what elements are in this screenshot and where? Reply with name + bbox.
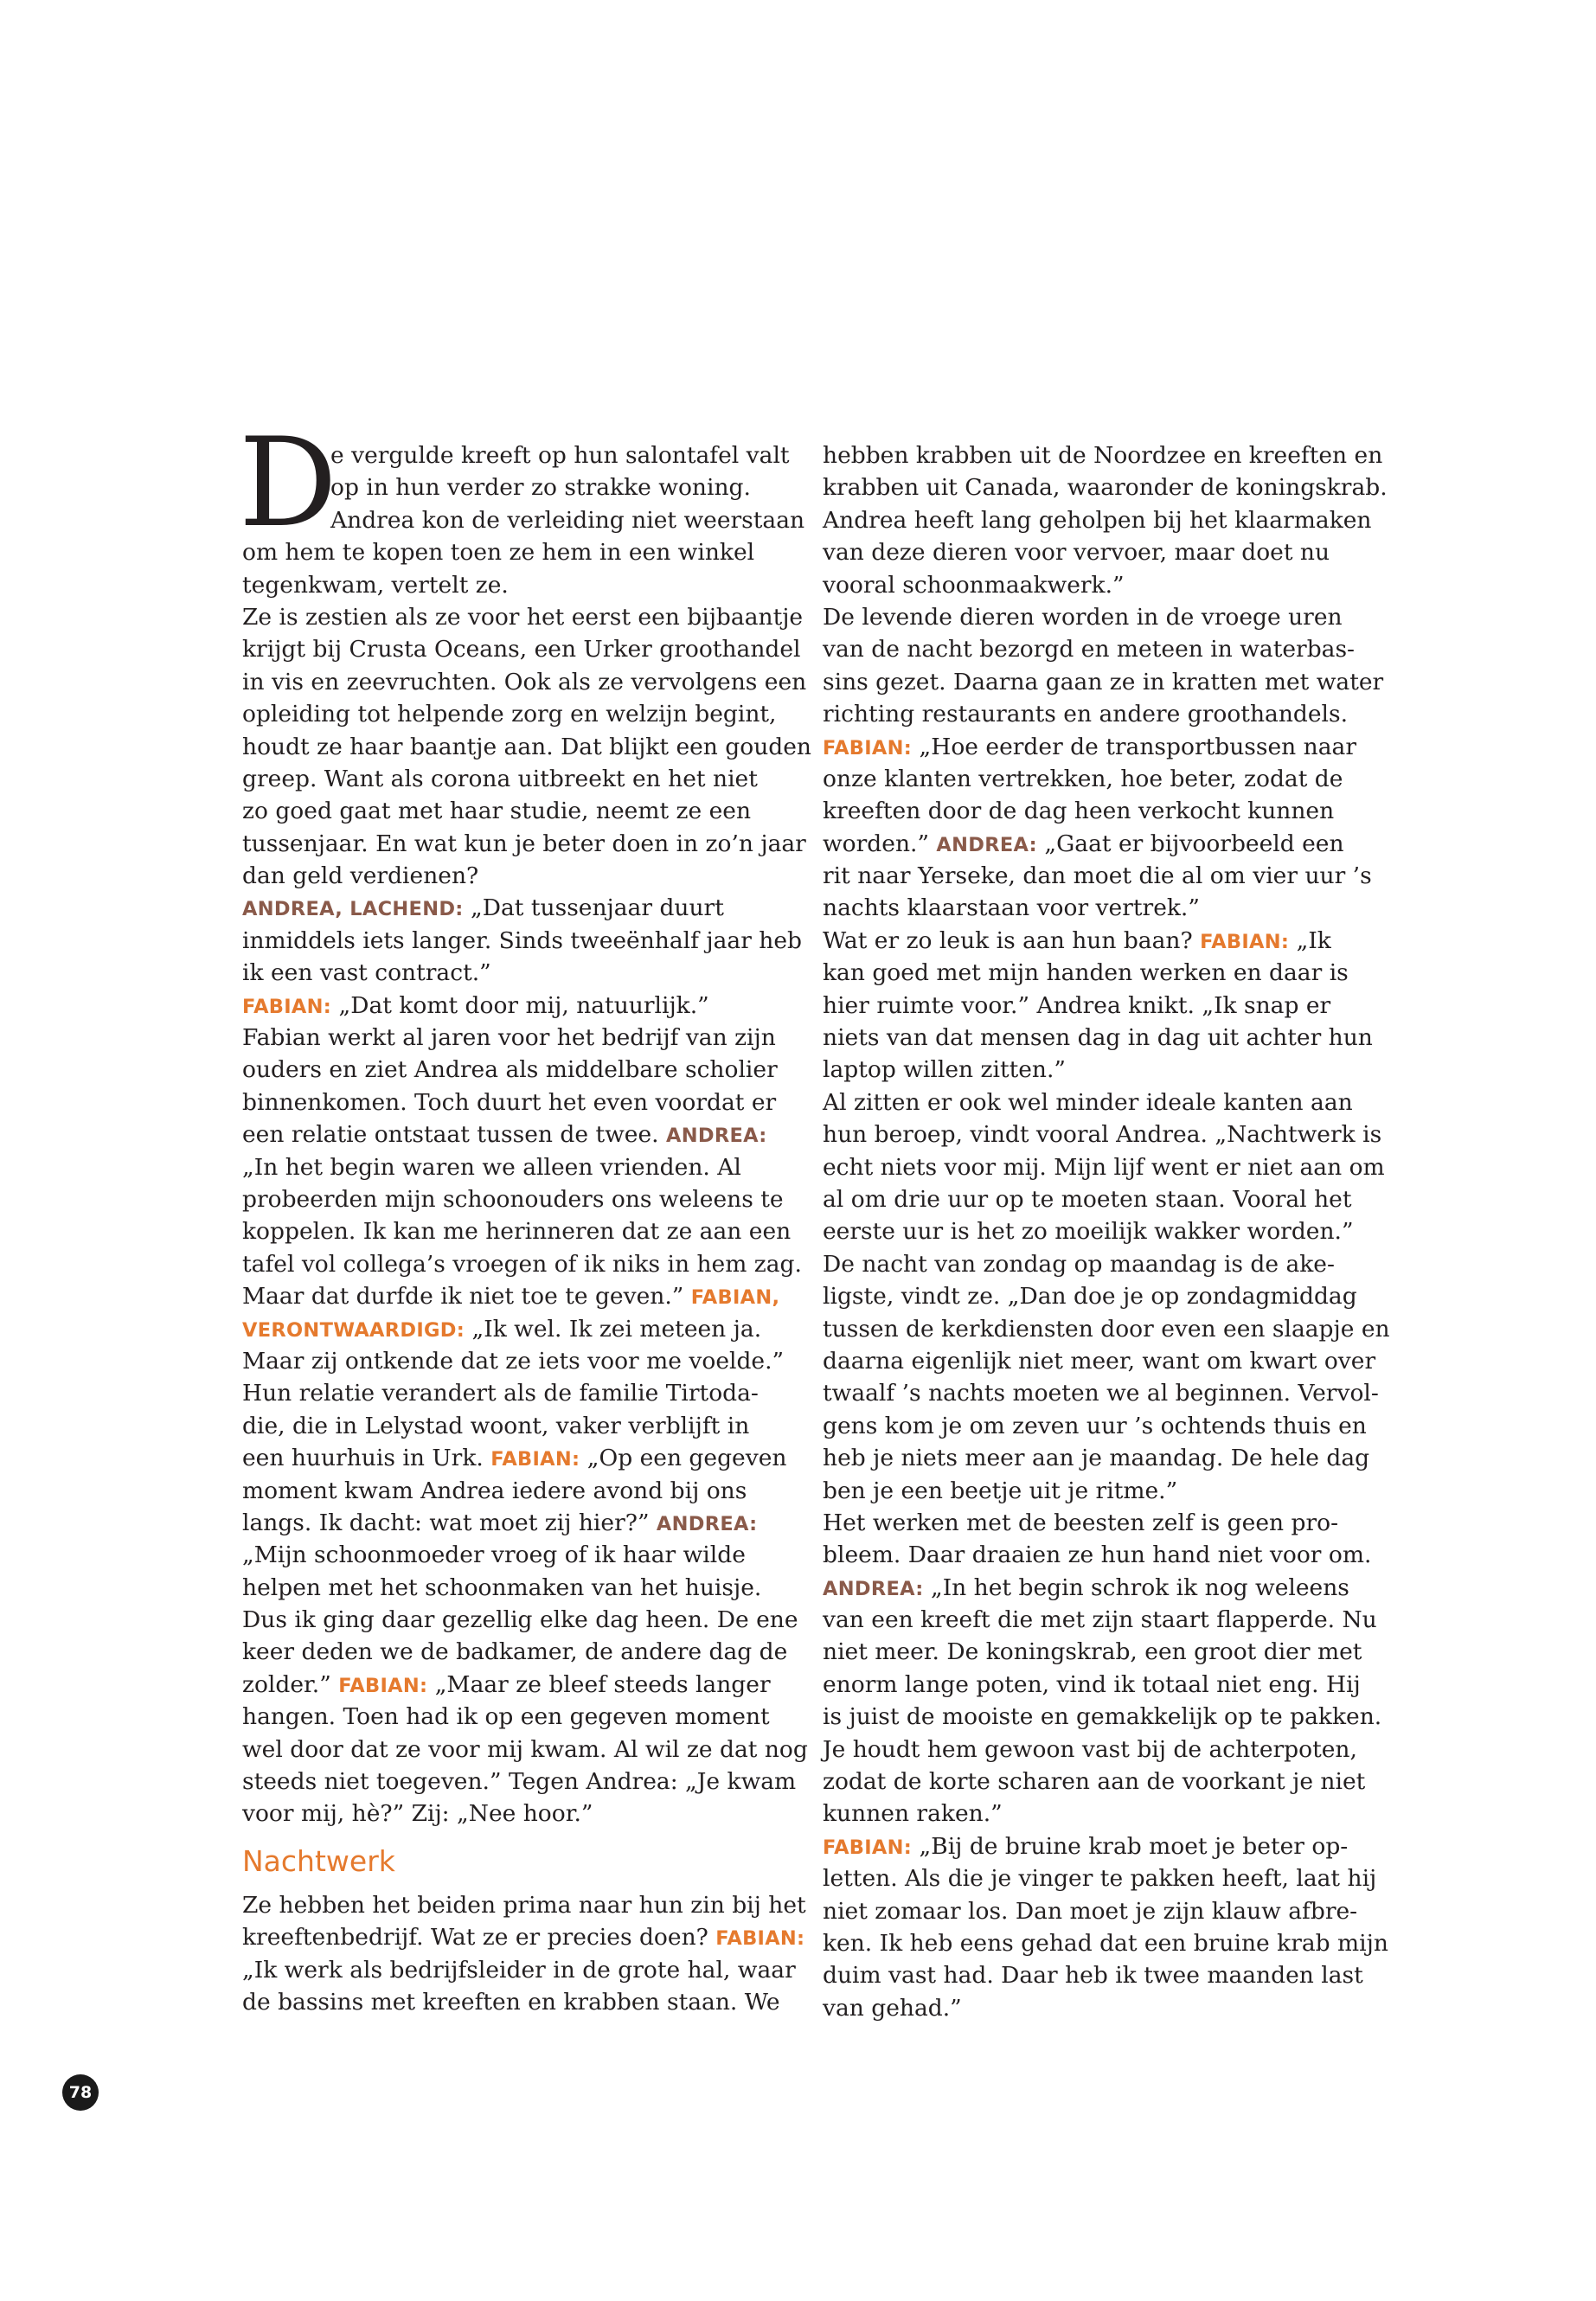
text-line <box>242 1701 798 1733</box>
text-line <box>242 1954 798 1986</box>
speaker-label: ANDREA: <box>656 1512 758 1535</box>
line-text: langs. Ik dacht: wat moet zij hier?” <box>242 1509 657 1536</box>
speaker-label: ANDREA, LACHEND: <box>242 898 464 921</box>
line-text: Hun relatie verandert als de familie Tirtoda- <box>242 1380 759 1407</box>
text-line <box>242 1636 798 1668</box>
speaker-label: VERONTWAARDIGD: <box>242 1318 465 1342</box>
text-line <box>242 1442 798 1474</box>
line-text: dan geld verdienen? <box>242 862 479 890</box>
line-text: vooral schoonmaakwerk.” <box>823 571 1125 599</box>
line-text: Andrea kon de verleiding niet weerstaan <box>330 506 805 534</box>
text-line <box>242 1410 798 1442</box>
text-line <box>242 1022 798 1054</box>
text-line <box>242 1215 798 1247</box>
text-line <box>242 1086 798 1118</box>
line-text: niet meer. De koningskrab, een groot dier met <box>823 1638 1362 1666</box>
line-text: opleiding tot helpende zorg en welzijn begint, <box>242 701 777 728</box>
text-line <box>242 1183 798 1215</box>
line-text: ligste, vindt ze. „Dan doe je op zondagmiddag <box>823 1283 1357 1311</box>
line-text: hangen. Toen had ik op een gegeven moment <box>242 1703 770 1731</box>
line-text: „Dat komt door mij, natuurlijk.” <box>331 991 709 1019</box>
text-line <box>823 471 1388 503</box>
text-line <box>242 504 805 536</box>
line-text: rit naar Yerseke, dan moet die al om vier uur ’s <box>823 862 1372 890</box>
speaker-label: FABIAN: <box>1200 930 1290 953</box>
text-line <box>823 1442 1378 1474</box>
line-text: nachts klaarstaan voor vertrek.” <box>823 894 1200 922</box>
line-text: Je houdt hem gewoon vast bij de achterpoten, <box>823 1735 1357 1763</box>
text-line <box>242 1475 798 1507</box>
text-line <box>823 1377 1378 1409</box>
text-line <box>823 1862 1378 1894</box>
text-line <box>823 1215 1378 1247</box>
text-line <box>823 698 1378 730</box>
line-text: eerste uur is het zo moeilijk wakker worden.” <box>823 1218 1354 1246</box>
line-text: om hem te kopen toen ze hem in een winkel <box>242 539 755 567</box>
line-text: „Gaat er bijvoorbeeld een <box>1036 830 1344 857</box>
left-body-text-after-subheading <box>242 1889 806 2019</box>
line-text: een huurhuis in Urk. <box>242 1445 491 1472</box>
text-line <box>823 536 1378 568</box>
line-text: enorm lange poten, vind ik totaal niet eng. Hij <box>823 1670 1361 1698</box>
text-line <box>242 471 798 503</box>
line-text: hebben krabben uit de Noordzee en kreeften en <box>823 442 1383 469</box>
line-text: „Op een gegeven <box>580 1445 787 1472</box>
text-line <box>823 957 1378 989</box>
line-text: van deze dieren voor vervoer, maar doet nu <box>823 539 1330 567</box>
text-line <box>242 828 806 860</box>
text-line <box>823 860 1378 892</box>
line-text: de bassins met kreeften en krabben staan. We <box>242 1988 780 2016</box>
text-line <box>823 601 1378 633</box>
line-text: zodat de korte scharen aan de voorkant je niet <box>823 1768 1366 1796</box>
article-column-right <box>823 439 1390 2024</box>
line-text: van een kreeft die met zijn staart flapperde. Nu <box>823 1606 1377 1634</box>
text-line <box>823 1475 1378 1507</box>
line-text: in vis en zeevruchten. Ook als ze vervolgens een <box>242 668 807 695</box>
text-line <box>823 666 1384 698</box>
line-text: Fabian werkt al jaren voor het bedrijf van zijn <box>242 1024 776 1052</box>
text-line <box>823 1507 1378 1539</box>
text-line <box>823 925 1378 957</box>
line-text: keer deden we de badkamer, de andere dag de <box>242 1638 788 1666</box>
speaker-label: FABIAN: <box>715 1927 805 1951</box>
text-line <box>242 860 798 892</box>
line-text: „In het begin schrok ik nog weleens <box>923 1574 1349 1601</box>
speaker-label: FABIAN, <box>690 1286 780 1310</box>
text-line <box>823 1280 1378 1312</box>
line-text: hier ruimte voor.” Andrea knikt. „Ik snap er <box>823 991 1331 1019</box>
line-text: inmiddels iets langer. Sinds tweeënhalf jaar heb <box>242 926 802 954</box>
text-line <box>242 990 798 1022</box>
text-line <box>823 1604 1378 1636</box>
text-line <box>823 1766 1378 1798</box>
text-line <box>242 795 798 827</box>
text-line <box>242 1766 798 1798</box>
line-text: zo goed gaat met haar studie, neemt ze een <box>242 798 752 825</box>
line-text: binnenkomen. Toch duurt het even voordat er <box>242 1088 777 1116</box>
line-text: die, die in Lelystad woont, vaker verblijft in <box>242 1412 750 1439</box>
line-text: niets van dat mensen dag in dag uit achter hun <box>823 1024 1373 1052</box>
dropcap-letter: D <box>239 412 337 554</box>
text-line <box>242 633 801 665</box>
line-text: „In het begin waren we alleen vrienden. Al <box>242 1153 741 1181</box>
line-text: „Ik wel. Ik zei meteen ja. <box>465 1315 762 1343</box>
line-text: al om drie uur op te moeten staan. Vooral het <box>823 1185 1352 1213</box>
text-line <box>242 536 798 568</box>
line-text: laptop willen zitten.” <box>823 1056 1066 1084</box>
text-line <box>823 1086 1378 1118</box>
text-line <box>242 1151 798 1183</box>
text-line <box>242 892 798 924</box>
line-text: Maar zij ontkende dat ze iets voor me voelde.” <box>242 1347 785 1375</box>
text-line <box>823 1830 1378 1862</box>
line-text: Maar dat durfde ik niet toe te geven.” <box>242 1283 691 1311</box>
section-subheading: Nachtwerk <box>242 1843 395 1878</box>
text-line <box>823 1572 1378 1604</box>
speaker-label: ANDREA: <box>666 1125 767 1148</box>
line-text: onze klanten vertrekken, hoe beter, zodat de <box>823 765 1343 792</box>
text-line <box>823 1022 1378 1054</box>
text-line <box>242 1734 808 1766</box>
line-text: „Dat tussenjaar duurt <box>463 894 724 922</box>
line-text: „Ik <box>1289 926 1331 954</box>
speaker-label: FABIAN: <box>823 1836 913 1859</box>
line-text: van de nacht bezorgd en meteen in waterbas- <box>823 636 1356 663</box>
text-line <box>823 1313 1390 1345</box>
line-text: op in hun verder zo strakke woning. <box>330 474 751 502</box>
right-body-text <box>823 439 1390 2024</box>
text-line <box>823 892 1378 924</box>
line-text: „Bij de bruine krab moet je beter op- <box>912 1832 1349 1860</box>
line-text: daarna eigenlijk niet meer, want om kwart over <box>823 1347 1376 1375</box>
text-line <box>823 1118 1382 1150</box>
line-text: sins gezet. Daarna gaan ze in kratten met water <box>823 668 1384 695</box>
text-line <box>823 1701 1382 1733</box>
line-text: e vergulde kreeft op hun salontafel valt <box>330 442 790 469</box>
line-text: Andrea heeft lang geholpen bij het klaarmaken <box>823 506 1372 534</box>
text-line <box>242 1248 802 1280</box>
line-text: echt niets voor mij. Mijn lijf went er niet aan om <box>823 1153 1385 1181</box>
line-text: Wat er zo leuk is aan hun baan? <box>823 926 1201 954</box>
line-text: tussen de kerkdiensten door even een slaapje en <box>823 1315 1390 1343</box>
text-line <box>823 1183 1378 1215</box>
line-text: duim vast had. Daar heb ik twee maanden last <box>823 1962 1363 1990</box>
text-line <box>823 569 1378 601</box>
line-text: krijgt bij Crusta Oceans, een Urker groothandel <box>242 636 801 663</box>
line-text: Het werken met de beesten zelf is geen pro- <box>823 1509 1339 1536</box>
line-text: kan goed met mijn handen werken en daar is <box>823 959 1349 987</box>
text-line <box>242 925 802 957</box>
text-line <box>823 1992 1378 2024</box>
left-body-text <box>242 439 811 1830</box>
text-line <box>823 1927 1388 1959</box>
text-line <box>242 731 811 763</box>
text-line <box>242 1798 798 1830</box>
line-text: bleem. Daar draaien ze hun hand niet voor om. <box>823 1541 1372 1569</box>
speaker-label: FABIAN: <box>490 1448 580 1471</box>
line-text: niet zomaar los. Dan moet je zijn klauw afbre- <box>823 1897 1358 1925</box>
text-line <box>242 439 798 471</box>
text-line <box>242 1572 798 1604</box>
line-text: Ze is zestien als ze voor het eerst een bijbaantje <box>242 603 804 631</box>
text-line <box>823 633 1378 665</box>
line-text: letten. Als die je vinger te pakken heeft, laat hij <box>823 1865 1377 1893</box>
line-text: steeds niet toegeven.” Tegen Andrea: „Je kwam <box>242 1768 797 1796</box>
line-text: De nacht van zondag op maandag is de ake- <box>823 1250 1335 1278</box>
line-text: helpen met het schoonmaken van het huisje. <box>242 1574 762 1601</box>
text-line <box>823 1248 1378 1280</box>
line-text: kreeften door de dag heen verkocht kunnen <box>823 798 1335 825</box>
text-line <box>242 1313 798 1345</box>
line-text: Dus ik ging daar gezellig elke dag heen. De ene <box>242 1606 798 1634</box>
line-text: „Maar ze bleef steeds langer <box>427 1670 771 1698</box>
line-text: van gehad.” <box>823 1994 962 2022</box>
text-line <box>242 698 798 730</box>
line-text: „Mijn schoonmoeder vroeg of ik haar wilde <box>242 1541 746 1569</box>
line-text: krabben uit Canada, waaronder de koningskrab. <box>823 474 1388 502</box>
text-line <box>242 763 798 795</box>
speaker-label: ANDREA: <box>936 833 1037 856</box>
line-text: koppelen. Ik kan me herinneren dat ze aan een <box>242 1218 792 1246</box>
text-line <box>242 569 798 601</box>
text-line <box>242 1604 798 1636</box>
text-line <box>823 1669 1378 1701</box>
text-line <box>242 1889 806 1921</box>
article-column-left <box>242 439 811 2018</box>
text-line <box>823 828 1378 860</box>
text-line <box>823 990 1378 1022</box>
text-line <box>823 731 1378 763</box>
line-text: tussenjaar. En wat kun je beter doen in zo’n jaar <box>242 830 806 857</box>
text-line <box>242 1054 798 1086</box>
text-line <box>242 666 807 698</box>
line-text: probeerden mijn schoonouders ons weleens te <box>242 1185 784 1213</box>
speaker-label: FABIAN: <box>338 1674 428 1697</box>
line-text: ken. Ik heb eens gehad dat een bruine krab mijn <box>823 1929 1388 1957</box>
text-line <box>823 1798 1378 1830</box>
line-text: heb je niets meer aan je maandag. De hele dag <box>823 1445 1370 1472</box>
line-text: De levende dieren worden in de vroege uren <box>823 603 1343 631</box>
line-text: kreeftenbedrijf. Wat ze er precies doen? <box>242 1924 716 1952</box>
speaker-label: FABIAN: <box>823 736 913 760</box>
line-text: een relatie ontstaat tussen de twee. <box>242 1121 667 1149</box>
text-line <box>242 1118 798 1150</box>
line-text: „Hoe eerder de transportbussen naar <box>912 733 1356 760</box>
text-line <box>242 1377 798 1409</box>
line-text: Al zitten er ook wel minder ideale kanten aan <box>823 1088 1353 1116</box>
text-line <box>823 1959 1378 1991</box>
speaker-label: ANDREA: <box>823 1577 924 1600</box>
line-text: kunnen raken.” <box>823 1800 1003 1828</box>
text-line <box>823 1734 1378 1766</box>
line-text: worden.” <box>823 830 937 857</box>
page-number-badge: 78 <box>62 2074 99 2111</box>
line-text: is juist de mooiste en gemakkelijk op te pakken. <box>823 1703 1382 1731</box>
line-text: voor mij, hè?” Zij: „Nee hoor.” <box>242 1800 593 1828</box>
text-line <box>823 1895 1378 1927</box>
text-line <box>242 1921 805 1953</box>
line-text: Ze hebben het beiden prima naar hun zin bij het <box>242 1891 806 1919</box>
line-text: twaalf ’s nachts moeten we al beginnen. Vervol- <box>823 1380 1379 1407</box>
text-line <box>823 1539 1378 1571</box>
line-text: houdt ze haar baantje aan. Dat blijkt een gouden <box>242 733 811 760</box>
line-text: zolder.” <box>242 1670 339 1698</box>
text-line <box>242 1345 798 1377</box>
line-text: ouders en ziet Andrea als middelbare scholier <box>242 1056 778 1084</box>
text-line <box>823 1151 1385 1183</box>
line-text: richting restaurants en andere groothandels. <box>823 701 1349 728</box>
line-text: tegenkwam, vertelt ze. <box>242 571 509 599</box>
speaker-label: FABIAN: <box>242 995 332 1018</box>
line-text: ik een vast contract.” <box>242 959 491 987</box>
text-line <box>823 504 1378 536</box>
text-line <box>823 1054 1378 1086</box>
text-line <box>823 763 1378 795</box>
text-line <box>242 1669 798 1701</box>
text-line <box>242 1280 798 1312</box>
text-line <box>823 439 1383 471</box>
text-line <box>242 1507 798 1539</box>
text-line <box>823 1410 1378 1442</box>
line-text: greep. Want als corona uitbreekt en het niet <box>242 765 758 792</box>
text-line <box>823 1345 1378 1377</box>
text-line <box>242 1539 798 1571</box>
text-line <box>242 601 804 633</box>
line-text: gens kom je om zeven uur ’s ochtends thuis en <box>823 1412 1367 1439</box>
line-text: tafel vol collega’s vroegen of ik niks in hem zag. <box>242 1250 802 1278</box>
text-line <box>823 1636 1378 1668</box>
text-line <box>823 795 1378 827</box>
line-text: moment kwam Andrea iedere avond bij ons <box>242 1477 747 1504</box>
line-text: hun beroep, vindt vooral Andrea. „Nachtwerk is <box>823 1121 1382 1149</box>
text-line <box>242 957 798 989</box>
line-text: „Ik werk als bedrijfsleider in de grote hal, waar <box>242 1956 796 1984</box>
text-line <box>242 1986 798 2018</box>
line-text: ben je een beetje uit je ritme.” <box>823 1477 1178 1504</box>
line-text: wel door dat ze voor mij kwam. Al wil ze dat nog <box>242 1735 808 1763</box>
